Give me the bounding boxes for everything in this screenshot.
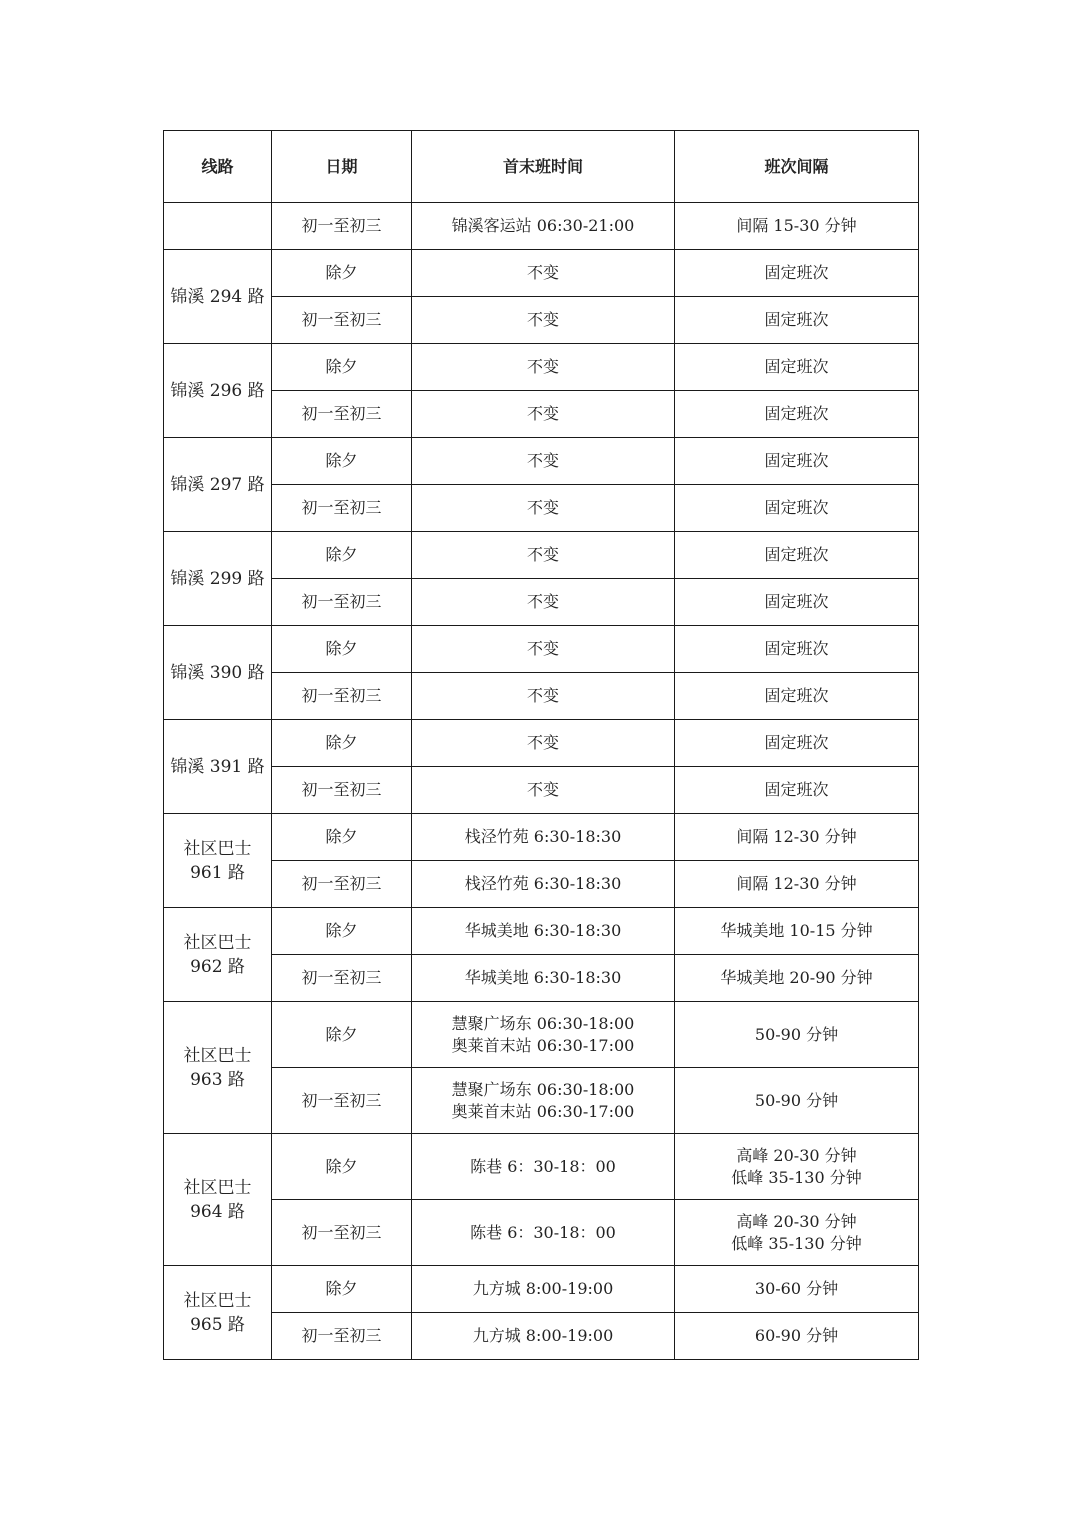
interval-line: 固定班次 <box>764 310 829 329</box>
table-row <box>164 955 919 1002</box>
table-row <box>164 250 919 297</box>
date-cell: 初一至初三 <box>272 1068 412 1134</box>
route-name: 社区巴士 <box>183 838 252 859</box>
route-name: 锦溪 390 路 <box>170 662 265 683</box>
time-line: 不变 <box>526 263 559 282</box>
route-name: 964 路 <box>190 1201 245 1222</box>
time-line: 九方城 8:00-19:00 <box>472 1279 614 1298</box>
date-cell: 除夕 <box>272 250 412 297</box>
date-cell: 初一至初三 <box>272 673 412 720</box>
date-cell: 初一至初三 <box>272 391 412 438</box>
time-line: 不变 <box>526 639 559 658</box>
interval-cell <box>675 1200 919 1266</box>
header-interval: 班次间隔 <box>675 131 919 203</box>
time-line: 慧聚广场东 06:30-18:00 <box>451 1013 635 1033</box>
route-cell <box>164 203 272 250</box>
time-cell <box>412 250 675 297</box>
interval-line: 间隔 12-30 分钟 <box>736 827 857 846</box>
date-cell: 初一至初三 <box>272 203 412 250</box>
route-name: 社区巴士 <box>183 932 252 953</box>
time-cell <box>412 908 675 955</box>
date-cell: 初一至初三 <box>272 485 412 532</box>
interval-line: 30-60 分钟 <box>754 1279 839 1298</box>
time-cell <box>412 1002 675 1068</box>
route-name: 锦溪 299 路 <box>170 568 265 589</box>
time-cell <box>412 1200 675 1266</box>
time-cell <box>412 1068 675 1134</box>
table-row <box>164 1068 919 1134</box>
route-name: 锦溪 391 路 <box>170 756 265 777</box>
date-cell: 除夕 <box>272 532 412 579</box>
time-cell <box>412 391 675 438</box>
time-line: 不变 <box>526 451 559 470</box>
interval-line: 固定班次 <box>764 686 829 705</box>
time-line: 陈巷 6：30-18：00 <box>470 1156 616 1176</box>
time-line: 不变 <box>526 357 559 376</box>
date-cell: 除夕 <box>272 1002 412 1068</box>
time-line: 奥莱首末站 06:30-17:00 <box>451 1101 635 1121</box>
route-name: 社区巴士 <box>183 1177 252 1198</box>
time-line: 奥莱首末站 06:30-17:00 <box>451 1035 635 1055</box>
interval-line: 固定班次 <box>764 263 829 282</box>
time-cell <box>412 1134 675 1200</box>
header-route: 线路 <box>164 131 272 203</box>
interval-line: 固定班次 <box>764 592 829 611</box>
time-cell <box>412 861 675 908</box>
date-cell: 初一至初三 <box>272 1313 412 1360</box>
interval-line: 固定班次 <box>764 451 829 470</box>
time-line: 栈泾竹苑 6:30-18:30 <box>464 874 622 893</box>
interval-line: 固定班次 <box>764 545 829 564</box>
interval-cell <box>675 626 919 673</box>
interval-line: 60-90 分钟 <box>754 1326 839 1345</box>
time-line: 慧聚广场东 06:30-18:00 <box>451 1079 635 1099</box>
time-line: 不变 <box>526 404 559 423</box>
route-name: 锦溪 297 路 <box>170 474 265 495</box>
table-row <box>164 767 919 814</box>
route-name: 社区巴士 <box>183 1045 252 1066</box>
time-line: 陈巷 6：30-18：00 <box>470 1222 616 1242</box>
interval-cell <box>675 203 919 250</box>
time-line: 栈泾竹苑 6:30-18:30 <box>464 827 622 846</box>
table-row <box>164 908 919 955</box>
time-cell <box>412 626 675 673</box>
interval-line: 高峰 20-30 分钟 <box>736 1211 857 1231</box>
time-cell <box>412 438 675 485</box>
interval-cell <box>675 250 919 297</box>
date-cell: 初一至初三 <box>272 861 412 908</box>
time-cell <box>412 814 675 861</box>
interval-line: 固定班次 <box>764 404 829 423</box>
table-row <box>164 861 919 908</box>
route-cell <box>164 438 272 532</box>
time-cell <box>412 485 675 532</box>
table-row <box>164 532 919 579</box>
time-line: 华城美地 6:30-18:30 <box>464 968 622 987</box>
table-row <box>164 203 919 250</box>
time-cell <box>412 344 675 391</box>
route-cell <box>164 1266 272 1360</box>
interval-cell <box>675 485 919 532</box>
interval-cell <box>675 1313 919 1360</box>
route-cell <box>164 814 272 908</box>
route-name: 锦溪 296 路 <box>170 380 265 401</box>
interval-cell <box>675 767 919 814</box>
interval-line: 低峰 35-130 分钟 <box>731 1167 862 1187</box>
table-row <box>164 344 919 391</box>
route-cell <box>164 250 272 344</box>
time-line: 锦溪客运站 06:30-21:00 <box>451 216 635 235</box>
date-cell: 除夕 <box>272 1134 412 1200</box>
interval-line: 华城美地 10-15 分钟 <box>720 921 873 940</box>
interval-cell <box>675 814 919 861</box>
route-cell <box>164 532 272 626</box>
table-row <box>164 626 919 673</box>
table-row <box>164 297 919 344</box>
interval-cell <box>675 532 919 579</box>
interval-cell <box>675 391 919 438</box>
interval-cell <box>675 720 919 767</box>
time-cell <box>412 1313 675 1360</box>
interval-line: 50-90 分钟 <box>754 1090 839 1110</box>
date-cell: 除夕 <box>272 626 412 673</box>
time-cell <box>412 673 675 720</box>
route-name: 961 路 <box>190 862 245 883</box>
header-row <box>164 131 919 203</box>
date-cell: 除夕 <box>272 814 412 861</box>
table-row <box>164 485 919 532</box>
time-line: 不变 <box>526 733 559 752</box>
time-cell <box>412 955 675 1002</box>
route-name: 965 路 <box>190 1314 245 1335</box>
header-first-last-time: 首末班时间 <box>412 131 675 203</box>
date-cell: 除夕 <box>272 438 412 485</box>
time-cell <box>412 1266 675 1313</box>
table-row <box>164 1200 919 1266</box>
interval-cell <box>675 579 919 626</box>
interval-cell <box>675 344 919 391</box>
date-cell: 除夕 <box>272 908 412 955</box>
header-date: 日期 <box>272 131 412 203</box>
date-cell: 除夕 <box>272 720 412 767</box>
date-cell: 初一至初三 <box>272 297 412 344</box>
route-cell <box>164 344 272 438</box>
time-line: 不变 <box>526 310 559 329</box>
route-cell <box>164 626 272 720</box>
date-cell: 初一至初三 <box>272 1200 412 1266</box>
route-name: 锦溪 294 路 <box>170 286 265 307</box>
interval-line: 固定班次 <box>764 357 829 376</box>
date-cell: 初一至初三 <box>272 767 412 814</box>
time-cell <box>412 297 675 344</box>
interval-cell <box>675 1266 919 1313</box>
bus-schedule-table <box>163 130 919 1360</box>
table-row <box>164 1313 919 1360</box>
time-cell <box>412 579 675 626</box>
route-cell <box>164 1134 272 1266</box>
time-line: 不变 <box>526 686 559 705</box>
time-line: 华城美地 6:30-18:30 <box>464 921 622 940</box>
date-cell: 除夕 <box>272 344 412 391</box>
route-name: 962 路 <box>190 956 245 977</box>
interval-line: 固定班次 <box>764 780 829 799</box>
table-body <box>164 203 919 1360</box>
interval-line: 50-90 分钟 <box>754 1024 839 1044</box>
interval-cell <box>675 861 919 908</box>
interval-line: 高峰 20-30 分钟 <box>736 1145 857 1165</box>
time-cell <box>412 720 675 767</box>
interval-line: 固定班次 <box>764 498 829 517</box>
time-line: 不变 <box>526 498 559 517</box>
date-cell: 初一至初三 <box>272 579 412 626</box>
table-row <box>164 579 919 626</box>
time-cell <box>412 532 675 579</box>
date-cell: 初一至初三 <box>272 955 412 1002</box>
date-cell: 除夕 <box>272 1266 412 1313</box>
route-name: 963 路 <box>190 1069 245 1090</box>
interval-cell <box>675 1134 919 1200</box>
time-cell <box>412 767 675 814</box>
table-row <box>164 1134 919 1200</box>
table-row <box>164 391 919 438</box>
interval-line: 固定班次 <box>764 733 829 752</box>
time-cell <box>412 203 675 250</box>
interval-line: 华城美地 20-90 分钟 <box>720 968 873 987</box>
interval-cell <box>675 1002 919 1068</box>
time-line: 九方城 8:00-19:00 <box>472 1326 614 1345</box>
interval-cell <box>675 297 919 344</box>
table-row <box>164 1266 919 1313</box>
table-row <box>164 438 919 485</box>
time-line: 不变 <box>526 780 559 799</box>
route-cell <box>164 1002 272 1134</box>
table-row <box>164 814 919 861</box>
interval-cell <box>675 908 919 955</box>
route-cell <box>164 908 272 1002</box>
interval-line: 间隔 15-30 分钟 <box>736 216 857 235</box>
interval-cell <box>675 955 919 1002</box>
interval-line: 固定班次 <box>764 639 829 658</box>
interval-line: 间隔 12-30 分钟 <box>736 874 857 893</box>
interval-cell <box>675 673 919 720</box>
time-line: 不变 <box>526 592 559 611</box>
route-cell <box>164 720 272 814</box>
table-row <box>164 673 919 720</box>
interval-cell <box>675 1068 919 1134</box>
table-row <box>164 1002 919 1068</box>
interval-cell <box>675 438 919 485</box>
interval-line: 低峰 35-130 分钟 <box>731 1233 862 1253</box>
route-name: 社区巴士 <box>183 1290 252 1311</box>
table-row <box>164 720 919 767</box>
time-line: 不变 <box>526 545 559 564</box>
